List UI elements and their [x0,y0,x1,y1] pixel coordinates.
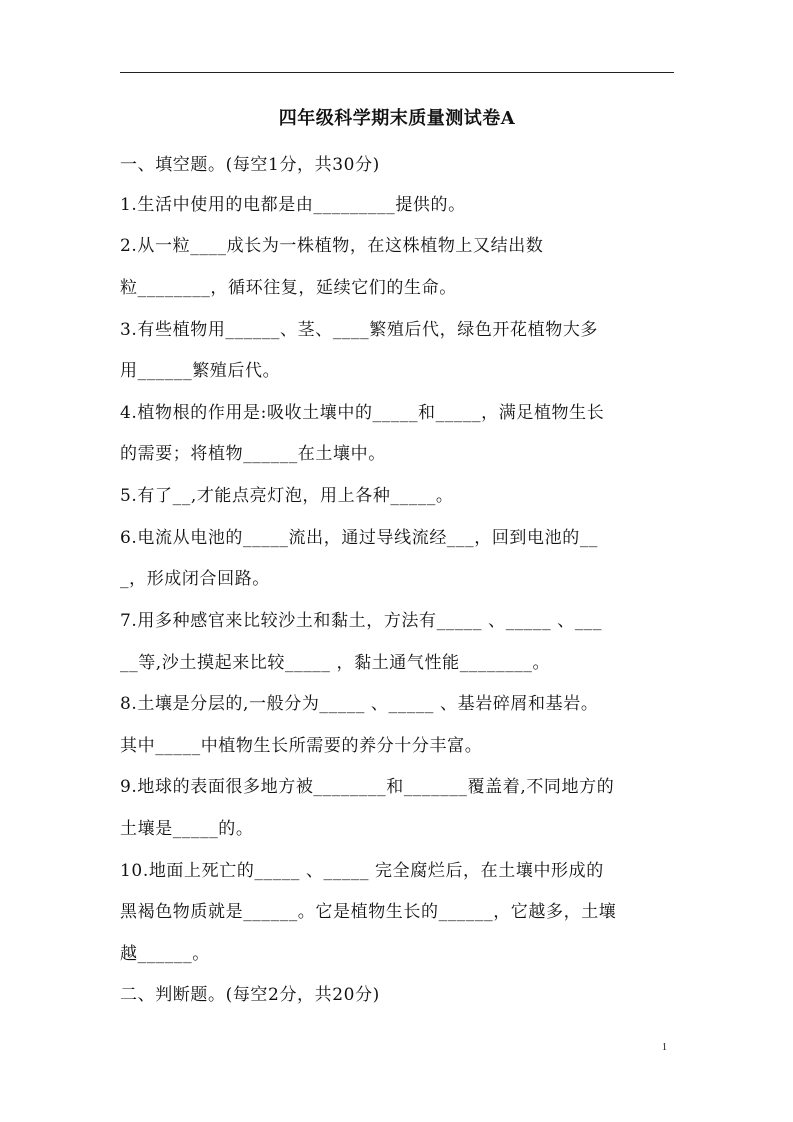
question-3-line-2: 用______繁殖后代。 [120,361,281,381]
section-heading-true-false: 二、判断题。(每空2分，共20分) [120,985,380,1005]
question-7-line-2: __等,沙土摸起来比较_____ ，黏土通气性能________。 [120,653,551,673]
question-10-line-1: 10.地面上死亡的_____ 、_____ 完全腐烂后，在土壤中形成的 [120,861,604,881]
header-rule [120,72,674,73]
question-2-line-1: 2.从一粒____成长为一株植物，在这株植物上又结出数 [120,236,544,256]
question-1: 1.生活中使用的电都是由_________提供的。 [120,195,466,215]
section-heading-fill-blank: 一、填空题。(每空1分，共30分) [120,155,380,175]
question-7-line-1: 7.用多种感官来比较沙土和黏土，方法有_____ 、_____ 、___ [120,611,603,631]
question-10-line-2: 黑褐色物质就是______。它是植物生长的______，它越多，土壤 [120,902,617,922]
question-4-line-1: 4.植物根的作用是:吸收土壤中的_____和_____，满足植物生长 [120,403,605,423]
question-6-line-2: _，形成闭合回路。 [120,569,270,589]
question-5: 5.有了__,才能点亮灯泡，用上各种_____。 [120,486,454,506]
question-2-line-2: 粒________，循环往复，延续它们的生命。 [120,278,457,298]
question-6-line-1: 6.电流从电池的_____流出，通过导线流经___，回到电池的__ [120,528,599,548]
question-9-line-2: 土壤是_____的。 [120,819,254,839]
question-3-line-1: 3.有些植物用______、茎、____繁殖后代，绿色开花植物大多 [120,320,599,340]
question-10-line-3: 越______。 [120,944,210,964]
question-9-line-1: 9.地球的表面很多地方被________和_______覆盖着,不同地方的 [120,777,615,797]
question-8-line-1: 8.土壤是分层的,一般分为_____ 、_____ 、基岩碎屑和基岩。 [120,694,599,714]
question-8-line-2: 其中_____中植物生长所需要的养分十分丰富。 [120,736,483,756]
question-4-line-2: 的需要；将植物______在土壤中。 [120,444,386,464]
page-number: 1 [662,1042,667,1053]
page-title: 四年级科学期末质量测试卷A [278,108,516,129]
